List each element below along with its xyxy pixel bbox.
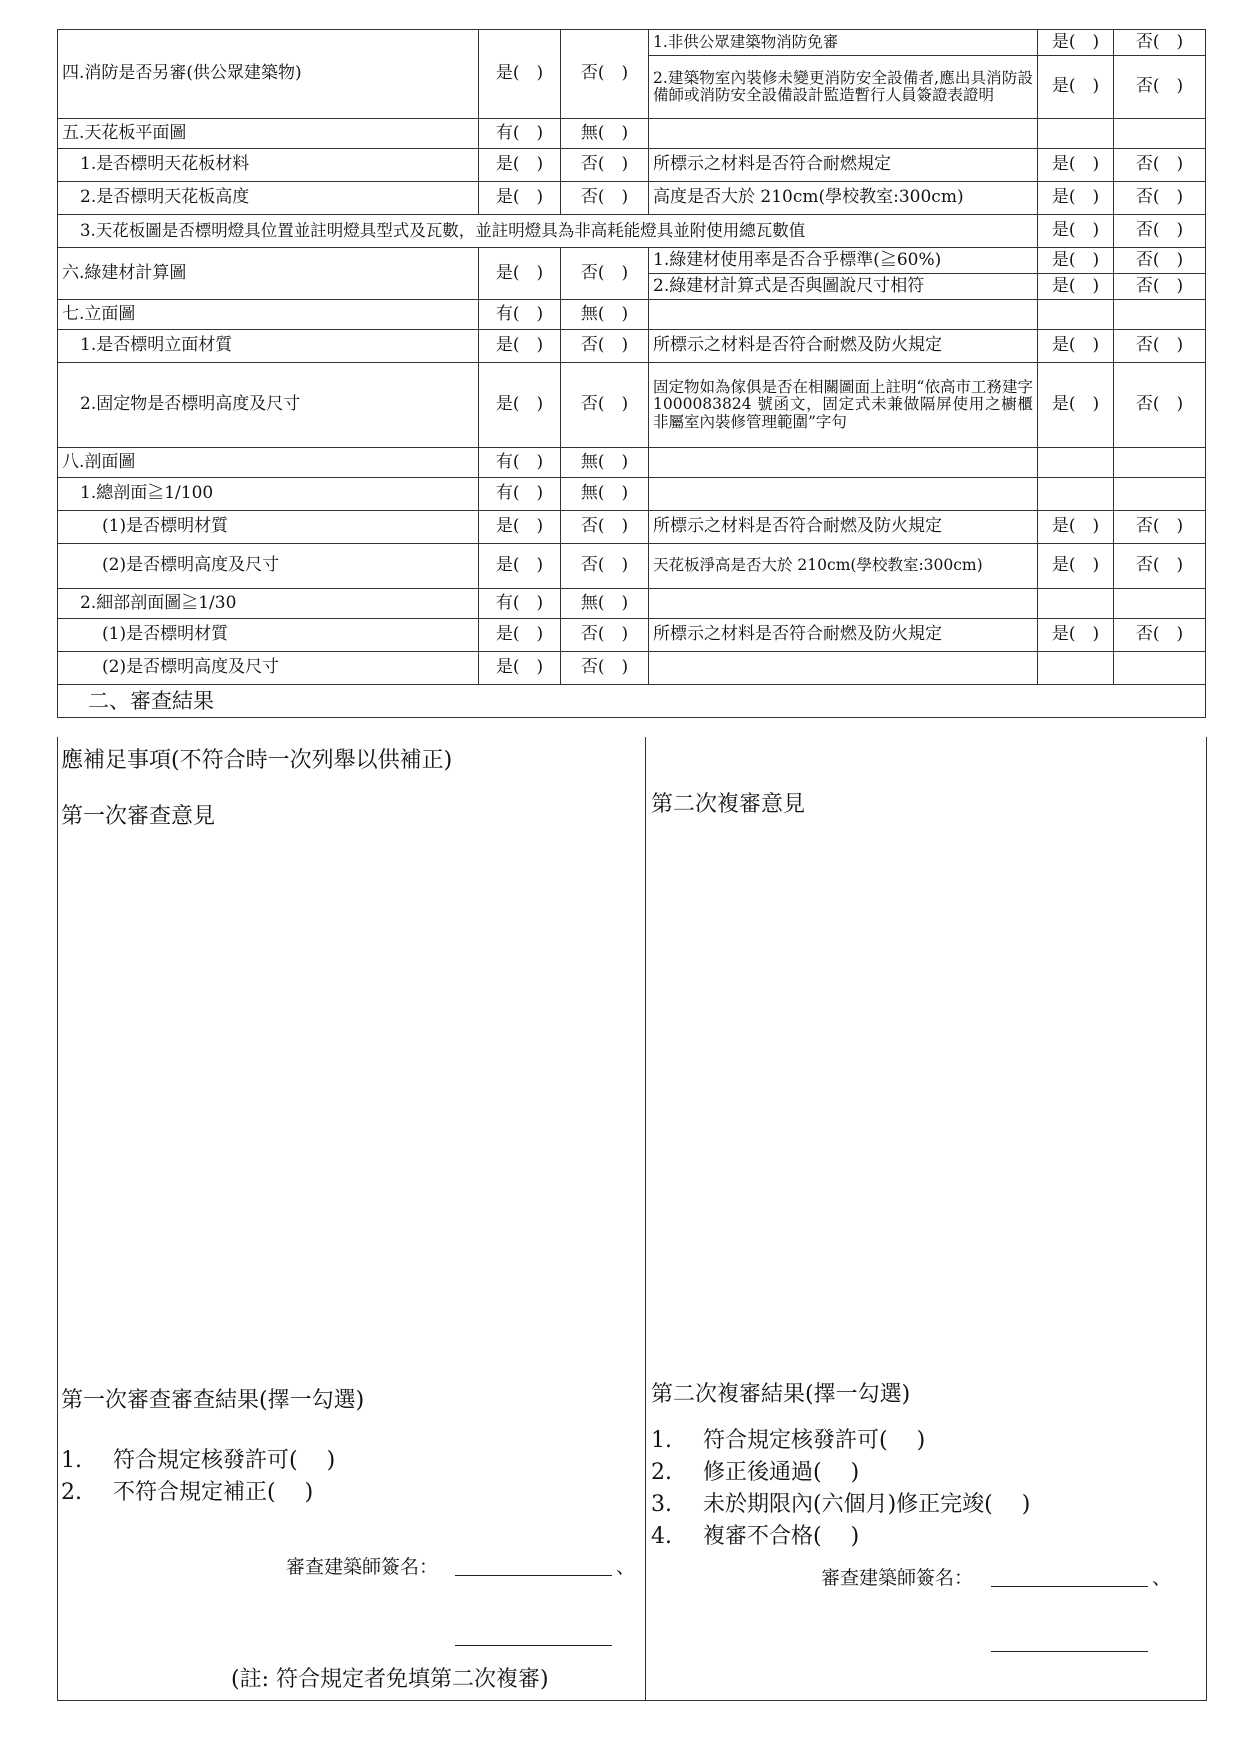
note-check-no[interactable]: 否( ) [1114, 215, 1206, 248]
deficiency-intro: 應補足事項(不符合時一次列舉以供補正) [61, 748, 453, 773]
note-check-yes[interactable]: 是( ) [1038, 511, 1114, 544]
note-check-no[interactable]: 否( ) [1114, 511, 1206, 544]
second-signature-line[interactable] [991, 1586, 1148, 1587]
row-item: 2.是否標明天花板高度 [58, 182, 479, 215]
check-none[interactable]: 無( ) [561, 478, 649, 511]
row-item: 1.總剖面≧1/100 [58, 478, 479, 511]
check-no[interactable]: 否( ) [561, 182, 649, 215]
note-check-no[interactable]: 否( ) [1114, 544, 1206, 589]
check-yes[interactable]: 是( ) [479, 30, 561, 119]
option-label: 複審不合格( ) [703, 1524, 860, 1549]
note-check-no[interactable]: 否( ) [1114, 182, 1206, 215]
first-signature-label: 審查建築師簽名： [286, 1556, 439, 1578]
empty-cell [1114, 478, 1206, 511]
second-review-result-title: 第二次複審結果(擇一勾選) [651, 1382, 911, 1407]
option-label: 符合規定核發許可( ) [703, 1428, 926, 1453]
first-review-result-title: 第一次審查審查結果(擇一勾選) [61, 1388, 365, 1413]
option-number: 3. [651, 1492, 672, 1517]
row-item: 八.剖面圖 [58, 448, 479, 478]
check-no[interactable]: 否( ) [561, 544, 649, 589]
empty-cell [649, 478, 1038, 511]
check-none[interactable]: 無( ) [561, 589, 649, 619]
check-has[interactable]: 有( ) [479, 448, 561, 478]
row-item: (1)是否標明材質 [58, 511, 479, 544]
check-no[interactable]: 否( ) [561, 330, 649, 363]
row-note: 1.綠建材使用率是否合乎標準(≧60%) [649, 248, 1038, 274]
check-yes[interactable]: 是( ) [479, 149, 561, 182]
row-item: 2.細部剖面圖≧1/30 [58, 589, 479, 619]
empty-cell [649, 448, 1038, 478]
second-review-option-approve[interactable] [651, 1423, 925, 1454]
row-note: 所標示之材料是否符合耐燃規定 [649, 149, 1038, 182]
empty-cell [1114, 448, 1206, 478]
note-check-no[interactable]: 否( ) [1114, 619, 1206, 652]
check-no[interactable]: 否( ) [561, 30, 649, 119]
empty-cell [649, 300, 1038, 330]
note-check-yes[interactable]: 是( ) [1038, 330, 1114, 363]
note-check-yes[interactable]: 是( ) [1038, 363, 1114, 448]
note-check-no[interactable]: 否( ) [1114, 248, 1206, 274]
check-yes[interactable]: 是( ) [479, 330, 561, 363]
first-signature-suffix: 、 [616, 1556, 636, 1578]
note-check-yes[interactable]: 是( ) [1038, 248, 1114, 274]
row-item: (2)是否標明高度及尺寸 [58, 652, 479, 685]
empty-cell [649, 119, 1038, 149]
check-has[interactable]: 有( ) [479, 478, 561, 511]
row-item: 六.綠建材計算圖 [58, 248, 479, 300]
check-yes[interactable]: 是( ) [479, 363, 561, 448]
option-label: 修正後通過( ) [703, 1460, 860, 1485]
review-results-section [57, 737, 1207, 1701]
check-no[interactable]: 否( ) [561, 652, 649, 685]
note-check-yes[interactable]: 是( ) [1038, 182, 1114, 215]
option-label: 未於期限內(六個月)修正完竣( ) [703, 1492, 1031, 1517]
empty-cell [1038, 652, 1114, 685]
empty-cell [1038, 589, 1114, 619]
check-has[interactable]: 有( ) [479, 589, 561, 619]
first-review-opinion-label: 第一次審查意見 [61, 804, 216, 829]
check-has[interactable]: 有( ) [479, 300, 561, 330]
row-item: (1)是否標明材質 [58, 619, 479, 652]
second-review-option-fail[interactable] [651, 1519, 859, 1550]
row-note: 所標示之材料是否符合耐燃及防火規定 [649, 511, 1038, 544]
row-note: 1.非供公眾建築物消防免審 [649, 30, 1038, 56]
second-review-option-overdue[interactable] [651, 1487, 1030, 1518]
note-check-no[interactable]: 否( ) [1114, 30, 1206, 56]
option-number: 1. [61, 1448, 82, 1473]
first-review-option-correct[interactable] [61, 1475, 313, 1506]
note-check-no[interactable]: 否( ) [1114, 56, 1206, 119]
row-note: 2.綠建材計算式是否與圖說尺寸相符 [649, 274, 1038, 300]
review-checklist-table [57, 29, 1206, 718]
option-label: 符合規定核發許可( ) [113, 1448, 336, 1473]
option-number: 2. [61, 1480, 82, 1505]
note-check-yes[interactable]: 是( ) [1038, 56, 1114, 119]
check-no[interactable]: 否( ) [561, 248, 649, 300]
row-note: 所標示之材料是否符合耐燃及防火規定 [649, 330, 1038, 363]
check-none[interactable]: 無( ) [561, 300, 649, 330]
row-item: (2)是否標明高度及尺寸 [58, 544, 479, 589]
second-review-option-pass-after-fix[interactable] [651, 1455, 859, 1486]
note-check-no[interactable]: 否( ) [1114, 274, 1206, 300]
empty-cell [649, 652, 1038, 685]
note-check-yes[interactable]: 是( ) [1038, 619, 1114, 652]
column-divider [645, 737, 646, 1700]
empty-cell [1038, 478, 1114, 511]
note-check-yes[interactable]: 是( ) [1038, 215, 1114, 248]
check-no[interactable]: 否( ) [561, 619, 649, 652]
empty-cell [649, 589, 1038, 619]
check-no[interactable]: 否( ) [561, 363, 649, 448]
second-signature-suffix: 、 [1152, 1567, 1172, 1589]
note-check-yes[interactable]: 是( ) [1038, 149, 1114, 182]
note-check-yes[interactable]: 是( ) [1038, 274, 1114, 300]
row-item: 3.天花板圖是否標明燈具位置並註明燈具型式及瓦數，並註明燈具為非高耗能燈具並附使用總瓦數值 [58, 215, 1038, 248]
empty-cell [1114, 652, 1206, 685]
row-item-fire-review: 四.消防是否另審(供公眾建築物) [58, 30, 479, 119]
row-note: 固定物如為傢俱是否在相關圖面上註明“依高市工務建字 1000083824 號函文，固定式未兼做隔屏使用之櫥櫃非屬室內裝修管理範圍”字句 [649, 363, 1038, 448]
row-item: 五.天花板平面圖 [58, 119, 479, 149]
empty-cell [1038, 300, 1114, 330]
empty-cell [1038, 448, 1114, 478]
first-review-option-approve[interactable] [61, 1443, 335, 1474]
check-none[interactable]: 無( ) [561, 448, 649, 478]
row-note: 所標示之材料是否符合耐燃及防火規定 [649, 619, 1038, 652]
note-check-no[interactable]: 否( ) [1114, 363, 1206, 448]
check-yes[interactable]: 是( ) [479, 652, 561, 685]
check-has[interactable]: 有( ) [479, 119, 561, 149]
check-yes[interactable]: 是( ) [479, 511, 561, 544]
row-item: 七.立面圖 [58, 300, 479, 330]
option-label: 不符合規定補正( ) [113, 1480, 314, 1505]
option-number: 2. [651, 1460, 672, 1485]
empty-cell [1114, 300, 1206, 330]
check-no[interactable]: 否( ) [561, 511, 649, 544]
second-signature-label: 審查建築師簽名： [821, 1567, 974, 1589]
row-item: 1.是否標明立面材質 [58, 330, 479, 363]
empty-cell [1114, 589, 1206, 619]
check-yes[interactable]: 是( ) [479, 544, 561, 589]
option-number: 1. [651, 1428, 672, 1453]
row-note: 高度是否大於 210cm(學校教室:300cm) [649, 182, 1038, 215]
first-review-note: (註: 符合規定者免填第二次複審) [231, 1667, 549, 1692]
note-check-no[interactable]: 否( ) [1114, 330, 1206, 363]
row-item: 1.是否標明天花板材料 [58, 149, 479, 182]
row-note: 2.建築物室內裝修未變更消防安全設備者,應出具消防設備師或消防安全設備設計監造暫行人員簽證表證明 [649, 56, 1038, 119]
check-none[interactable]: 無( ) [561, 119, 649, 149]
first-signature-line-2[interactable] [455, 1645, 612, 1646]
first-signature-line[interactable] [455, 1575, 612, 1576]
option-number: 4. [651, 1524, 672, 1549]
second-signature-line-2[interactable] [991, 1651, 1148, 1652]
empty-cell [1038, 119, 1114, 149]
results-heading: 二、審查結果 [58, 685, 1206, 718]
empty-cell [1114, 119, 1206, 149]
row-item: 2.固定物是否標明高度及尺寸 [58, 363, 479, 448]
note-check-no[interactable]: 否( ) [1114, 149, 1206, 182]
row-note: 天花板淨高是否大於 210cm(學校教室:300cm) [649, 544, 1038, 589]
check-no[interactable]: 否( ) [561, 149, 649, 182]
second-review-opinion-label: 第二次複審意見 [651, 792, 806, 817]
check-yes[interactable]: 是( ) [479, 182, 561, 215]
note-check-yes[interactable]: 是( ) [1038, 30, 1114, 56]
check-yes[interactable]: 是( ) [479, 248, 561, 300]
check-yes[interactable]: 是( ) [479, 619, 561, 652]
note-check-yes[interactable]: 是( ) [1038, 544, 1114, 589]
